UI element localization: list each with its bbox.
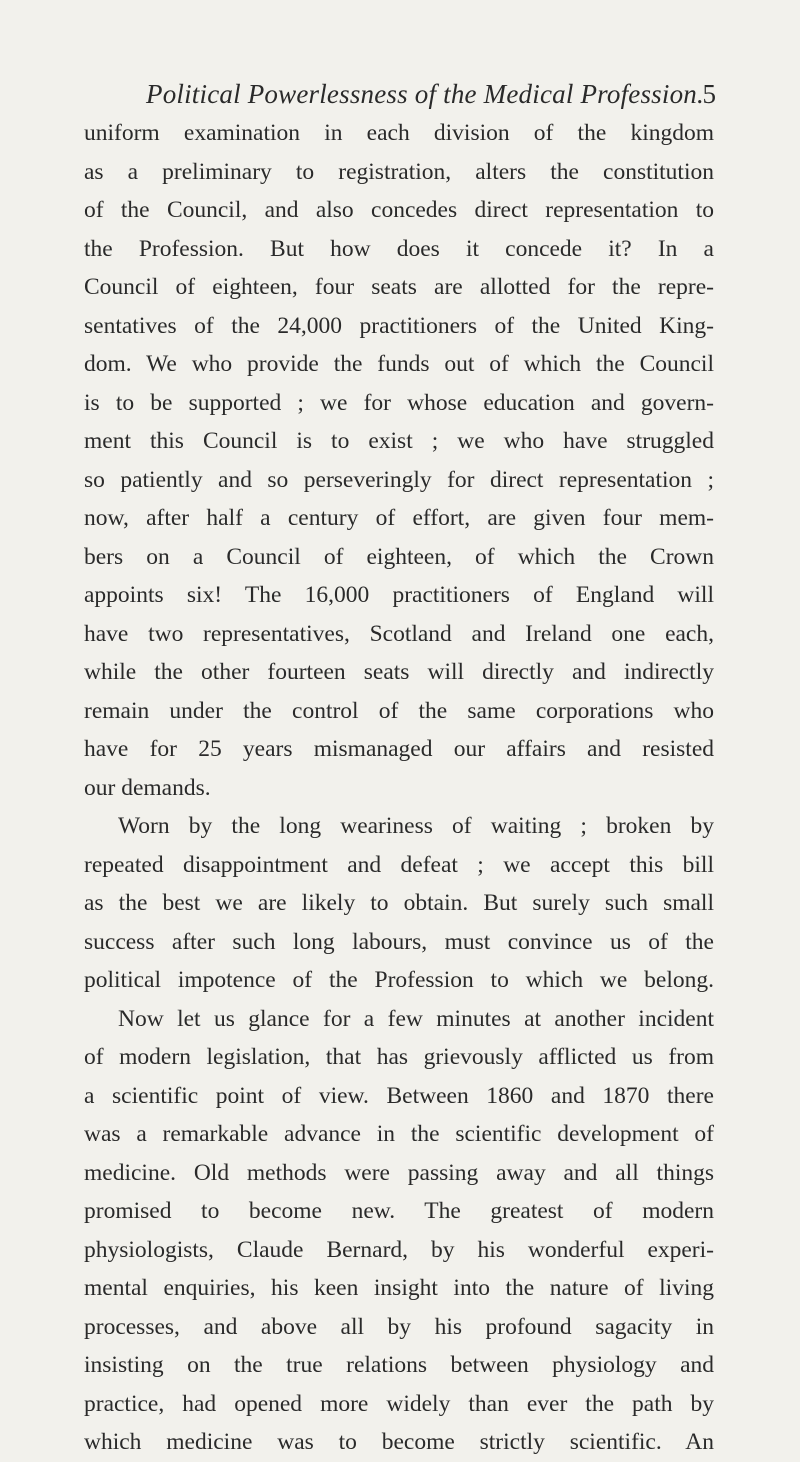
text-line: insisting on the true relations between physiology and (84, 1352, 714, 1378)
text-line: success after such long labours, must convince us of the (84, 928, 714, 955)
text-line: have for 25 years mismanaged our affairs and resisted (84, 736, 714, 762)
text-line: political impotence of the Profession to which we belong. (84, 967, 714, 993)
text-line: so patiently and so perseveringly for direct representation ; (84, 466, 714, 493)
text-line: practice, had opened more widely than ever the path by (84, 1390, 714, 1417)
text-line: is to be supported ; we for whose education and govern- (84, 389, 714, 416)
text-line: dom. We who provide the funds out of which the Council (84, 351, 714, 377)
text-line: Council of eighteen, four seats are allotted for the repre- (84, 274, 714, 300)
text-line: the Profession. But how does it concede it? In a (84, 235, 714, 262)
text-line: which medicine was to become strictly scientific. An (84, 1429, 714, 1455)
text-line: as a preliminary to registration, alters the constitution (84, 158, 714, 185)
running-head (146, 74, 716, 114)
text-line: sentatives of the 24,000 practitioners of the United King- (84, 312, 714, 339)
text-line: repeated disappointment and defeat ; we accept this bill (84, 851, 714, 878)
text-line: uniform examination in each division of the kingdom (84, 120, 714, 146)
text-line: remain under the control of the same corporations who (84, 697, 714, 724)
text-line: now, after half a century of effort, are given four mem- (84, 505, 714, 531)
text-line: appoints six! The 16,000 practitioners of England will (84, 582, 714, 608)
text-line: of the Council, and also concedes direct representation to (84, 197, 714, 223)
text-line: of modern legislation, that has grievously afflicted us from (84, 1044, 714, 1070)
text-line: promised to become new. The greatest of modern (84, 1198, 714, 1224)
text-line: physiologists, Claude Bernard, by his wonderful experi- (84, 1236, 714, 1263)
running-title: Political Powerlessness of the Medical Profession. (146, 79, 704, 109)
text-line: bers on a Council of eighteen, of which the Crown (84, 543, 714, 570)
text-line: Worn by the long weariness of waiting ; broken by (118, 813, 714, 839)
text-line: medicine. Old methods were passing away and all things (84, 1159, 714, 1186)
text-line: our demands. (84, 774, 211, 801)
text-line: while the other fourteen seats will directly and indirectly (84, 659, 714, 685)
text-line: ment this Council is to exist ; we who have struggled (84, 428, 714, 454)
body-text (84, 114, 714, 1462)
text-line: a scientific point of view. Between 1860 and 1870 there (84, 1082, 714, 1109)
text-line: was a remarkable advance in the scientific development of (84, 1121, 714, 1147)
text-line: mental enquiries, his keen insight into the nature of living (84, 1275, 714, 1301)
text-line: processes, and above all by his profound sagacity in (84, 1313, 714, 1340)
text-line: as the best we are likely to obtain. But surely such small (84, 890, 714, 916)
text-line: have two representatives, Scotland and Ireland one each, (84, 620, 714, 647)
text-line: Now let us glance for a few minutes at another incident (118, 1005, 714, 1032)
page-number: 5 (702, 79, 716, 109)
